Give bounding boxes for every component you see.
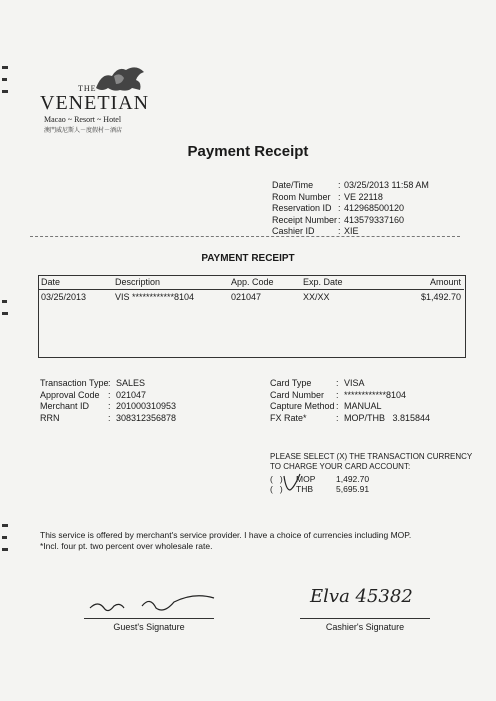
col-appcode: App. Code [228,275,300,290]
label-room: Room Number [272,191,331,202]
label-cashier: Cashier ID [272,226,315,236]
currency-mop-amount: 1,492.70 [336,474,370,484]
value-rrn: 308312356878 [116,412,177,423]
currency-option-thb[interactable]: ( ) THB 5,695.91 [270,484,370,494]
section-title: PAYMENT RECEIPT [201,253,295,264]
value-approval: 021047 [116,389,147,400]
handwritten-check-mark [280,470,304,494]
note-line1: This service is offered by merchant's service provider. I have a choice of currencies including MOP. [40,530,412,540]
label-receipt: Receipt Number [272,214,338,225]
cell-expdate: XX/XX [303,292,330,302]
value-reservation: 412968500120 [344,203,405,213]
txn-left-colons: : : : : [108,378,111,423]
col-description: Description [112,275,228,290]
logo-the: THE [78,84,97,93]
header-values [344,180,429,238]
label-capture: Capture Method [270,401,335,411]
currency-option-mop[interactable]: ( ) MOP 1,492.70 [270,474,370,484]
col-expdate: Exp. Date [300,275,396,290]
value-receipt: 413579337160 [344,214,405,225]
guest-signature-scribble [84,586,224,620]
cashier-signature-label: Cashier's Signature [325,622,405,632]
value-room: VE 22118 [344,191,383,202]
label-rrn: RRN [40,412,60,423]
label-datetime: Date/Time [272,180,314,190]
service-notes [40,530,411,552]
col-amount: Amount [396,275,464,290]
value-fx-rate: MOP/THB 3.815844 [344,412,431,423]
header-colons: : : : : : [338,180,341,236]
value-card-type: VISA [344,378,365,388]
currency-line2: TO CHARGE YOUR CARD ACCOUNT: [270,462,411,471]
page-title: Payment Receipt [187,143,309,160]
txn-left-values [116,378,176,424]
currency-instruction [270,452,472,472]
label-card-number: Card Number [270,389,325,400]
label-fx-rate: FX Rate* [270,412,307,423]
header-labels [272,180,337,238]
cell-description: VIS ************8104 [115,292,195,302]
cashier-signature-line [300,618,430,619]
guest-signature-line [84,618,214,619]
currency-thb-label: THB [296,484,313,494]
currency-thb-amount: 5,695.91 [336,484,370,494]
value-card-number: ************8104 [344,389,407,400]
guest-signature-label: Guest's Signature [113,622,185,632]
value-txn-type: SALES [116,378,146,388]
table-row [38,290,464,305]
winged-lion-icon [92,62,148,94]
logo-subtitle: Macao ~ Resort ~ Hotel [44,115,122,124]
value-merchant: 201000310953 [116,401,177,411]
label-approval: Approval Code [40,389,100,400]
label-txn-type: Transaction Type [40,378,109,388]
table-header [38,275,464,290]
logo-chinese: 澳門威尼斯人－度假村－酒店 [44,128,123,134]
cell-amount: $1,492.70 [420,292,461,302]
items-table [38,275,464,304]
col-date: Date [38,275,112,290]
label-card-type: Card Type [270,378,312,388]
note-line2: *Incl. four pt. two percent over wholesale rate. [40,541,213,551]
txn-right-labels [270,378,335,424]
value-capture: MANUAL [344,401,382,411]
currency-line1: PLEASE SELECT (X) THE TRANSACTION CURRENCY [270,452,473,461]
value-datetime: 03/25/2013 11:58 AM [344,180,429,190]
cashier-signature-handwriting: Elva 45382 [310,586,413,607]
label-merchant: Merchant ID [40,401,90,411]
txn-right-colons: : : : : [336,378,339,423]
separator-line [30,236,460,237]
txn-left-labels [40,378,109,424]
label-reservation: Reservation ID [272,203,332,213]
logo-name: VENETIAN [40,92,150,114]
currency-mop-label: MOP [296,474,316,484]
value-cashier: XIE [344,226,359,236]
cell-appcode: 021047 [231,292,262,302]
cell-date: 03/25/2013 [41,292,87,302]
txn-right-values [344,378,430,424]
